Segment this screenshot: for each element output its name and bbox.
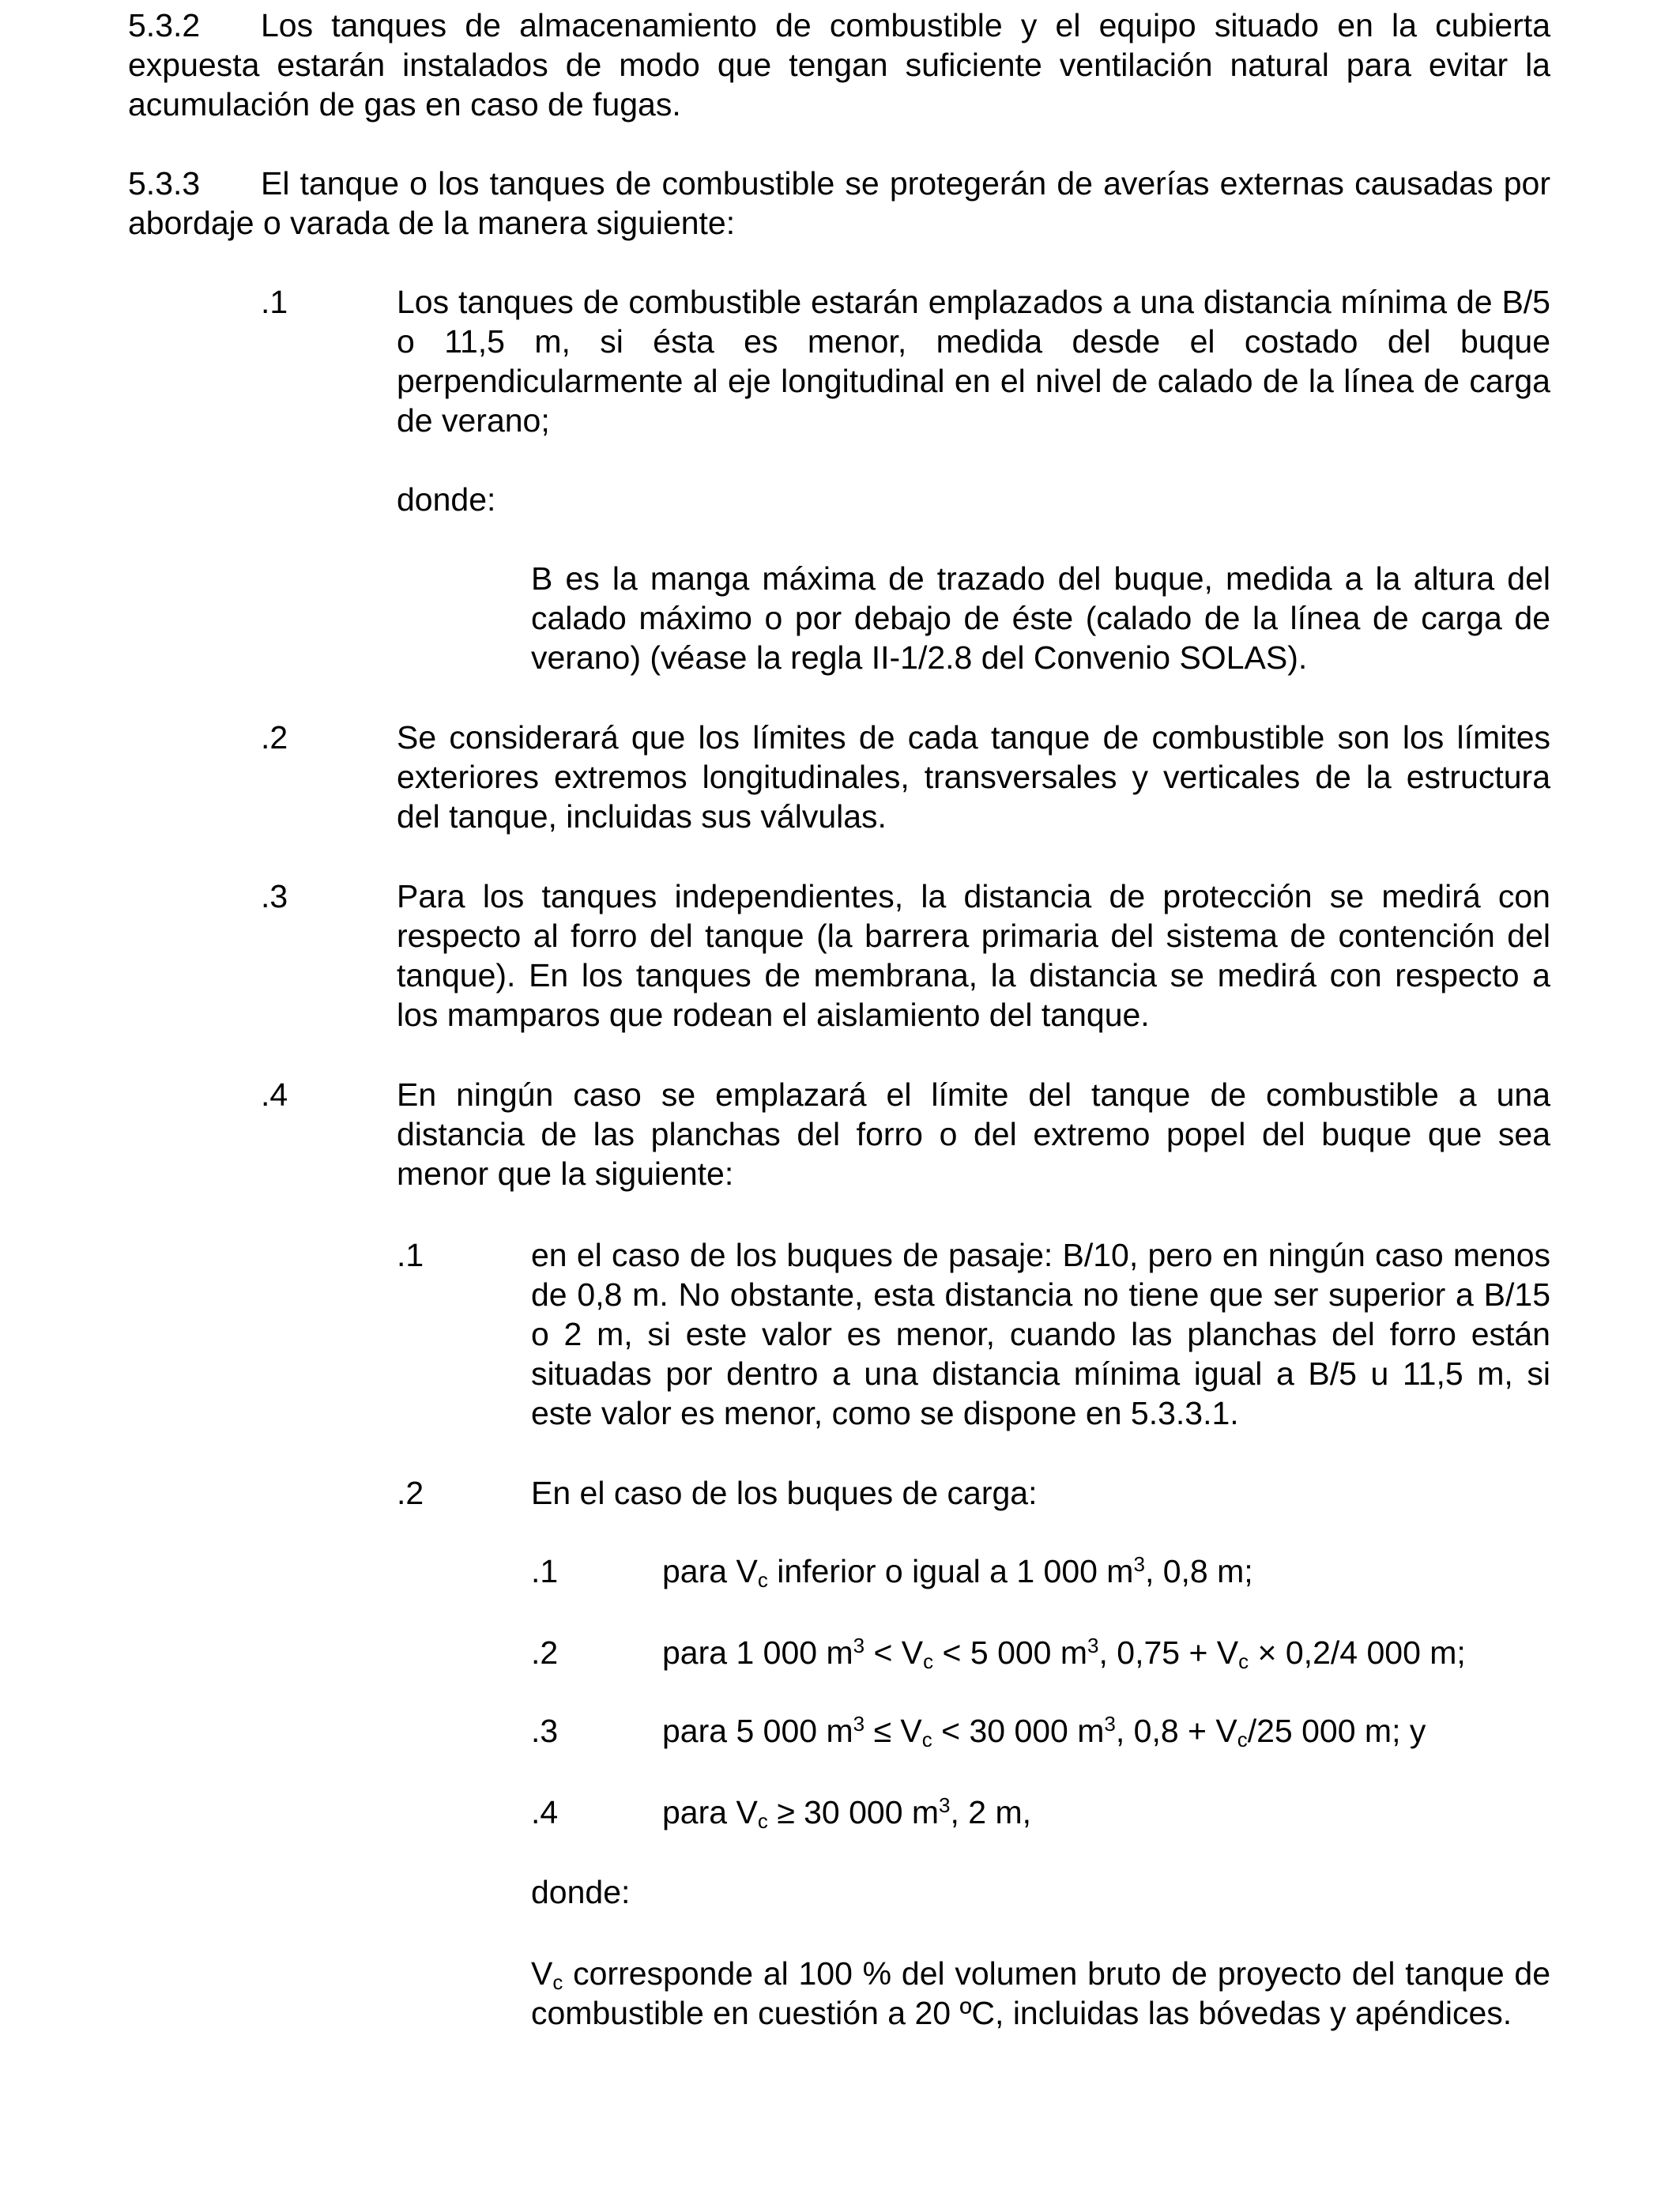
item-text: Se considerará que los límites de cada tanque de combustible son los límites exteriores extremos longitudinales, transversales y verticales de la estructura del tanque, incluidas sus válvulas.: [397, 719, 1550, 835]
paragraph-text: El tanque o los tanques de combustible se protegerán de averías externas causadas por abordaje o varada de la manera siguiente:: [128, 165, 1550, 241]
item-number: .3: [261, 878, 288, 914]
case-text: para 5 000 $m^3 \le V_c < 30$ 000 $m^3$, $0,8 + V_c/25$ 000 m; y: [662, 1712, 1426, 1751]
paragraph-text: Los tanques de almacenamiento de combustible y el equipo situado en la cubierta expuesta estarán instalados de modo que tengan suficiente ventilación natural para evitar la acumulación de gas en caso de fugas.: [128, 7, 1550, 123]
case-text: para 1 000 $m^3 < V_c < 5$ 000 $m^3$, $0,75 + V_c \times 0,2/4$ 000 m;: [662, 1634, 1466, 1673]
paragraph-5-3-2: [128, 6, 1550, 124]
case-text: para $V_c \ge 30$ 000 $m^3$, 2 m,: [662, 1793, 1032, 1833]
case-number: .1: [531, 1553, 559, 1589]
paragraph-number: 5.3.2: [128, 7, 201, 43]
where-label: donde:: [531, 1874, 631, 1910]
case-number: .2: [531, 1634, 559, 1671]
case-number: .3: [531, 1713, 559, 1749]
subitem-text: En el caso de los buques de carga:: [531, 1475, 1038, 1511]
subitem-number: .2: [397, 1475, 424, 1511]
item-number: .1: [261, 284, 288, 320]
item-text: En ningún caso se emplazará el límite del tanque de combustible a una distancia de las planchas del forro o del extremo popel del buque que sea menor que la siguiente:: [397, 1076, 1550, 1192]
item-text: Los tanques de combustible estarán emplazados a una distancia mínima de B/5 o 11,5 m, si ésta es menor, medida desde el costado del buque perpendicularmente al eje longitudinal en el nivel de calado de la línea de carga de verano;: [397, 284, 1550, 439]
item-number: .4: [261, 1076, 288, 1113]
case-text: para $V_c$ inferior o igual a 1 000 $m^3$, 0,8 m;: [662, 1552, 1253, 1592]
case-number: .4: [531, 1794, 559, 1830]
paragraph-5-3-3: [128, 164, 1550, 243]
definition-text: B es la manga máxima de trazado del buque, medida a la altura del calado máximo o por debajo de éste (calado de la línea de carga de verano) (véase la regla II-1/2.8 del Convenio SOLAS).: [531, 560, 1550, 676]
paragraph-number: 5.3.3: [128, 165, 201, 202]
item-number: .2: [261, 719, 288, 756]
subitem-text: en el caso de los buques de pasaje: B/10, pero en ningún caso menos de 0,8 m. No obstante, esta distancia no tiene que ser superior a B/15 o 2 m, si este valor es menor, cuando las planchas del forro están situadas por dentro a una distancia mínima igual a B/5 u 11,5 m, si este valor es menor, como se dispone en 5.3.3.1.: [531, 1237, 1550, 1431]
subitem-number: .1: [397, 1237, 424, 1273]
definition-text: $V_c$ corresponde al 100 % del volumen bruto de proyecto del tanque de combustible en cuestión a 20 ºC, incluidas las bóvedas y apéndices.: [531, 1955, 1550, 2031]
item-text: Para los tanques independientes, la distancia de protección se medirá con respecto al forro del tanque (la barrera primaria del sistema de contención del tanque). En los tanques de membrana, la distancia se medirá con respecto a los mamparos que rodean el aislamiento del tanque.: [397, 878, 1550, 1033]
where-label: donde:: [397, 481, 496, 518]
